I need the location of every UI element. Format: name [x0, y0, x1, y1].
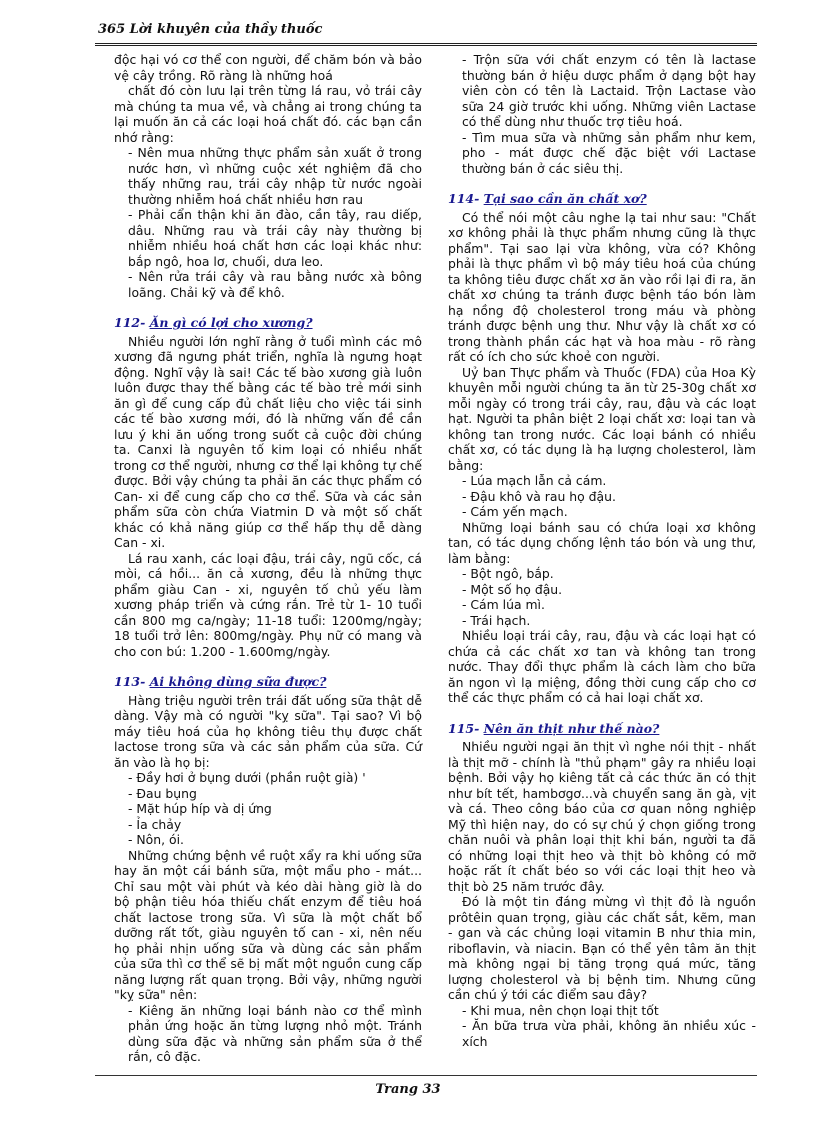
list-item: - Tìm mua sữa và những sản phẩm như kem, pho - mát được chế đặc biệt với Lactase thường bán ở các siêu thị. — [462, 129, 756, 176]
right-column — [448, 52, 756, 1049]
section-number: 114- — [448, 191, 480, 206]
paragraph: Những chứng bệnh về ruột xẩy ra khi uống sữa hay ăn một cái bánh sữa, một mẩu pho - mát... Chỉ sau một vài phút và kéo dài hàng giờ là do bộ phận tiêu hóa thiếu chất enzym để tiêu hoá chất lactose trong sữa. Vì sữa là một chất bổ dưỡng rất tốt, giàu nguyên tố can - xi, nên nếu họ phải nhịn uống sữa và dùng các sản phẩm của sữa thì cơ thể sẽ bị mất một nguồn cung cấp năng lượng rất quan trọng. Bởi vậy, những người "kỵ sữa" nên: — [114, 847, 422, 1002]
section-number: 113- — [114, 674, 146, 689]
paragraph: Đó là một tin đáng mừng vì thịt đỏ là nguồn prôtêin quan trọng, giàu các chất sắt, kẽm, man - gan và các chủng loại vitamin B như thia min, riboflavin, và niacin. Bạn có thể yên tâm ăn thịt mà không ngại bị tăng trọng quá mức, tăng lượng cholesterol và bị bệnh tim. Nhưng cũng cần chú ý tới các điểm sau đây? — [448, 894, 756, 1002]
section-number: 112- — [114, 315, 146, 330]
paragraph: Hàng triệu người trên trái đất uống sữa thật dễ dàng. Vậy mà có người "kỵ sữa". Tại sao? Vì bộ máy tiêu hoá của họ không tiêu thụ được chất lactose trong sữa và các sản phẩm của sữa. Cứ ăn vào là họ bị: — [114, 692, 422, 770]
section-heading — [448, 191, 756, 207]
list-item: - Nên rửa trái cây và rau bằng nước xà bông loãng. Chải kỹ và để khô. — [128, 269, 422, 300]
list-item: - Phải cẩn thận khi ăn đào, cần tây, rau diếp, dâu. Những rau và trái cây này thường bị nhiễm nhiều hoá chất hơn các loại khác như: bắp ngô, hoa lơ, chuối, dưa leo. — [128, 207, 422, 269]
list-item: - Bột ngô, bắp. — [462, 566, 554, 581]
list-item: - Kiêng ăn những loại bánh nào cơ thể mình phản ứng hoặc ăn từng lượng nhỏ một. Tránh dùng sữa đặc và những sản phẩm sữa ở thể rắn, cô đặc. — [128, 1002, 422, 1064]
list-item: - Khi mua, nên chọn loại thịt tốt — [462, 1002, 659, 1018]
list-item: - Trộn sữa với chất enzym có tên là lactase thường bán ở hiệu dược phẩm ở dạng bột hay viên còn có tên là Lactaid. Trộn Lactase vào sữa 24 giờ trước khi uống. Những viên Lactase có thể dùng như thuốc trợ tiêu hoá. — [462, 52, 756, 129]
list-item: - Mặt húp híp và dị ứng — [128, 801, 272, 816]
section-heading — [114, 674, 422, 690]
paragraph: Nhiều loại trái cây, rau, đậu và các loại hạt có chứa cả các chất xơ tan và không tan trong nước. Thay đổi thực phẩm là cách làm cho bữa ăn ngon vì lạ miệng, đồng thời cung cấp cho cơ thể các thực phẩm có cả hai loại chất xơ. — [448, 628, 756, 705]
list-item: - Cám lúa mì. — [462, 597, 545, 612]
paragraph: Có thể nói một câu nghe lạ tai như sau: "Chất xơ không phải là thực phẩm nhưng cũng là thực phẩm". Tại sao lại vừa không, vừa có? Không phải là thực phẩm vì bộ máy tiêu hoá của chúng ta không tiêu được chất xơ ăn vào rồi lại đi ra, ăn chất xơ chúng ta tránh được bệnh táo bón làm hạ nồng độ cholesterol trong máu và phòng tránh được bệnh ung thư. Như vậy là chất xơ có trong thành phần các hạt và hoa màu - rõ ràng rất có ích cho sức khoẻ con người. — [448, 209, 756, 364]
paragraph: Những loại bánh sau có chứa loại xơ không tan, có tác dụng chống lệnh táo bón và ung thư, làm bằng: — [448, 519, 756, 566]
left-column — [114, 52, 422, 1065]
list-item: - Một số họ đậu. — [462, 581, 563, 597]
section-title: Ăn gì có lợi cho xương? — [149, 315, 313, 330]
list-item: - Nên mua những thực phẩm sản xuất ở trong nước hơn, vì những cuộc xét nghiệm đã cho thấy những rau, trái cây nhập từ nước ngoài thường nhiễm hoá chất nhiều hơn rau — [128, 145, 422, 207]
page-number: Trang 33 — [375, 1082, 441, 1097]
list-item: - Đau bụng — [128, 785, 197, 801]
paragraph: độc hại vó cơ thể con người, để chăm bón và bảo vệ cây trồng. Rõ ràng là những hoá — [114, 52, 422, 83]
paragraph: Nhiều người ngại ăn thịt vì nghe nói thịt - nhất là thịt mỡ - chính là "thủ phạm" gây ra nhiều loại bệnh. Bởi vậy họ kiêng tất cả các thức ăn có thịt như bít tết, hambơgơ...và chuyển sang ăn gà, vịt và cá. Theo công báo của cơ quan nông nghiệp Mỹ thì hiện nay, do có sự chú ý chọn giống trong chăn nuôi và phân loại thịt khi bán, người ta đã có những loại thịt heo và thịt bò không có mỡ hoặc rất ít chất béo so với các loại thịt heo và thịt bò 25 năm trước đây. — [448, 739, 756, 894]
list-item: - Ỉa chảy — [128, 816, 182, 832]
header-divider — [95, 43, 757, 46]
list-item: - Ăn bữa trưa vừa phải, không ăn nhiều xúc - xích — [462, 1018, 756, 1049]
section-title: Tại sao cần ăn chất xơ? — [483, 191, 647, 206]
footer-divider — [95, 1075, 757, 1076]
book-title: 365 Lời khuyên của thầy thuốc — [98, 22, 323, 37]
paragraph: chất đó còn lưu lại trên từng lá rau, vỏ trái cây mà chúng ta mua về, và chẳng ai trong chúng ta lại muốn ăn cả các loại hoá chất đó. các bạn cần nhớ rằng: — [114, 83, 422, 145]
list-item: - Nôn, ói. — [128, 832, 184, 847]
list-item: - Lúa mạch lẫn cả cám. — [462, 473, 607, 488]
list-item: - Trái hạch. — [462, 612, 531, 628]
paragraph: Lá rau xanh, các loại đậu, trái cây, ngũ cốc, cá mòi, cá hồi... ăn cả xương, đều là những thực phẩm giàu Can - xi, nguyên tố chủ yếu làm xương pháp triển và cứng rắn. Trẻ từ 1- 10 tuổi cần 800 mg ca/ngày; 11-18 tuổi: 1200mg/ngày; 18 tuổi trở lên: 800mg/ngày. Phụ nữ có mang và cho con bú: 1.200 - 1.600mg/ngày. — [114, 550, 422, 659]
paragraph: Uỷ ban Thực phẩm và Thuốc (FDA) của Hoa Kỳ khuyên mỗi người chúng ta ăn từ 25-30g chất xơ mỗi ngày có trong trái cây, rau, đậu và các loạt hạt. Người ta phân biệt 2 loại chất xơ: loại tan và không tan trong nước. Các loại bánh có nhiều chất xơ, có tác dụng là hạ lượng cholesterol, làm bằng: — [448, 364, 756, 473]
section-heading — [114, 315, 422, 331]
section-title: Nên ăn thịt như thế nào? — [483, 720, 660, 736]
section-number: 115- — [448, 720, 480, 736]
section-title: Ai không dùng sữa được? — [149, 674, 327, 689]
section-heading — [448, 721, 756, 737]
list-item: - Cám yến mạch. — [462, 504, 568, 519]
list-item: - Đầy hơi ở bụng dưới (phần ruột già) ' — [128, 770, 366, 785]
paragraph: Nhiều người lớn nghĩ rằng ở tuổi mình các mô xương đã ngưng phát triển, nghĩa là ngưng hoạt động. Nghĩ vậy là sai! Các tế bào xương già luôn luôn được thay thế bằng các tế bào trẻ mới sinh ăn gì để cung cấp đủ chất liệu cho việc tái sinh các tế bào xương mới, đó là những vấn đề cần lưu ý khi ăn uống trong suốt cả cuộc đời chúng ta. Canxi là nguyên tố kim loại có nhiều nhất trong cơ thể người, nhưng cơ thể lại không tự chế được. Bởi vậy chúng ta phải ăn các thực phẩm có Can- xi để cung cấp cho cơ thể. Sữa và các sản phẩm sữa còn chứa Viatmin D và một số chất khác có khả năng giúp cơ thể hấp thụ dễ dàng Can - xi. — [114, 333, 422, 550]
list-item: - Đậu khô và rau họ đậu. — [462, 488, 616, 504]
